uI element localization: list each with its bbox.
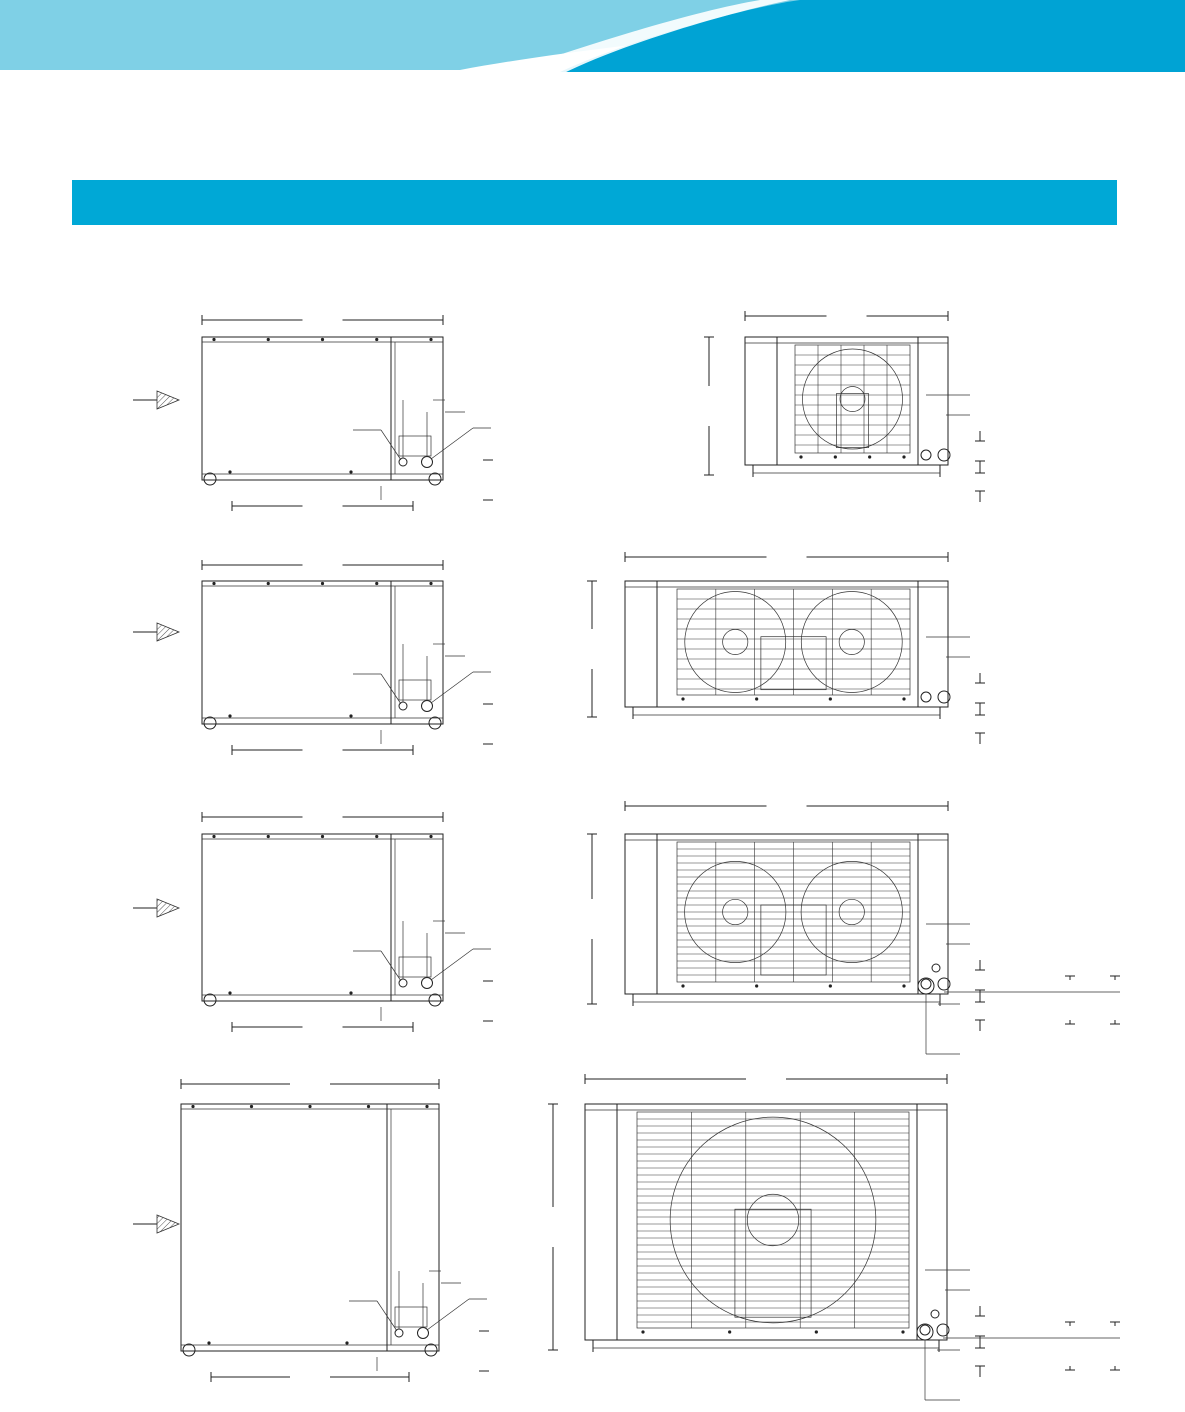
screw-dot (829, 697, 832, 700)
knockout-circle-icon (921, 692, 931, 702)
valve-icon (422, 701, 433, 712)
screw-dot (228, 470, 231, 473)
arrow-head (157, 899, 179, 917)
front-view-2 (587, 552, 985, 744)
screw-dot (429, 338, 432, 341)
front-view-1 (704, 311, 985, 502)
horizontal-dimension (232, 745, 413, 755)
screw-dot (681, 697, 684, 700)
horizontal-dimension (585, 1074, 947, 1084)
screw-dot (815, 1330, 818, 1333)
screw-dot (641, 1330, 644, 1333)
screw-dot (228, 991, 231, 994)
screw-dot (902, 984, 905, 987)
screw-dot (728, 1330, 731, 1333)
unit-outline (585, 1104, 947, 1340)
screw-dot (755, 697, 758, 700)
side-view-4 (133, 1079, 489, 1382)
knockout-circle-icon (921, 450, 931, 460)
vertical-dimension (704, 337, 714, 475)
side-view-3 (133, 812, 493, 1032)
valve-icon (422, 457, 433, 468)
horizontal-dimension (202, 560, 443, 570)
screw-dot (429, 582, 432, 585)
screw-dot (429, 835, 432, 838)
vertical-dimension (975, 991, 985, 1031)
screw-dot (207, 1341, 210, 1344)
leader-line (431, 949, 473, 980)
knockout-circle-icon (918, 978, 934, 994)
screw-dot (834, 455, 837, 458)
vertical-dimension (587, 834, 597, 1004)
knockout-circle-icon (931, 1310, 939, 1318)
arrow-head (157, 391, 179, 409)
fan-grille (637, 1112, 909, 1328)
screw-dot (375, 582, 378, 585)
fan-blade-outline (670, 1117, 876, 1323)
fan-grille (677, 842, 910, 982)
fan-grille (795, 345, 910, 453)
screw-dot (375, 835, 378, 838)
side-view-1 (133, 315, 493, 511)
screw-dot (901, 1330, 904, 1333)
screw-dot (755, 984, 758, 987)
screw-dot (349, 714, 352, 717)
fan-blade-outline (685, 592, 786, 693)
vertical-dimension (479, 1331, 489, 1371)
vertical-dimension (1065, 1322, 1075, 1370)
valve-plate (395, 1307, 427, 1327)
mounting-foot (183, 1344, 195, 1356)
screw-dot (321, 835, 324, 838)
screw-dot (902, 455, 905, 458)
arrow-head (157, 1215, 179, 1233)
vertical-dimension (587, 581, 597, 717)
horizontal-dimension (625, 801, 948, 811)
front-view-4 (548, 1074, 1120, 1400)
valve-icon (418, 1328, 429, 1339)
vertical-dimension (548, 1104, 558, 1350)
front-views-group (548, 311, 1120, 1400)
screw-dot (349, 470, 352, 473)
vertical-dimension (975, 1337, 985, 1377)
screw-dot (228, 714, 231, 717)
horizontal-dimension (232, 1022, 413, 1032)
vertical-dimension (483, 704, 493, 744)
screw-dot (321, 582, 324, 585)
valve-plate (399, 957, 431, 977)
vertical-dimension (1065, 976, 1075, 1024)
side-view-2 (133, 560, 493, 755)
horizontal-dimension (745, 311, 948, 321)
knockout-circle-icon (920, 1325, 930, 1335)
cabinet-outline (181, 1104, 439, 1351)
unit-outline (625, 834, 948, 994)
screw-dot (212, 338, 215, 341)
hatched-arrow-icon (133, 623, 179, 641)
vertical-dimension (483, 981, 493, 1021)
screw-dot (308, 1105, 311, 1108)
screw-dot (367, 1105, 370, 1108)
vertical-dimension (1110, 1322, 1120, 1370)
screw-dot (868, 455, 871, 458)
fan-grille-frame (637, 1112, 909, 1328)
mounting-foot (429, 994, 441, 1006)
horizontal-dimension (202, 812, 443, 822)
arrow-head (157, 623, 179, 641)
horizontal-dimension (211, 1372, 409, 1382)
screw-dot (345, 1341, 348, 1344)
horizontal-dimension (232, 501, 413, 511)
screw-dot (799, 455, 802, 458)
unit-outline (625, 581, 948, 707)
mounting-foot (204, 473, 216, 485)
hatched-arrow-icon (133, 391, 179, 409)
vertical-dimension (1110, 976, 1120, 1024)
fan-hub (839, 629, 864, 654)
screw-dot (191, 1105, 194, 1108)
mounting-foot (429, 473, 441, 485)
valve-plate (399, 680, 431, 700)
mounting-foot (204, 717, 216, 729)
screw-dot (349, 991, 352, 994)
fan-blade-outline (803, 349, 903, 449)
cabinet-outline (202, 834, 443, 1001)
screw-dot (321, 338, 324, 341)
cabinet-outline (202, 337, 443, 480)
screw-dot (250, 1105, 253, 1108)
fan-hub (723, 629, 748, 654)
screw-dot (681, 984, 684, 987)
front-view-3 (587, 801, 1120, 1054)
fan-grille (677, 589, 910, 695)
leader-line (431, 672, 473, 703)
screw-dot (267, 582, 270, 585)
horizontal-dimension (181, 1079, 439, 1089)
mounting-foot (425, 1344, 437, 1356)
horizontal-dimension (202, 315, 443, 325)
knockout-circle-icon (932, 964, 940, 972)
screw-dot (212, 835, 215, 838)
hatched-arrow-icon (133, 899, 179, 917)
screw-dot (267, 835, 270, 838)
knockout-circle-icon (921, 979, 931, 989)
mounting-foot (429, 717, 441, 729)
horizontal-dimension (625, 552, 948, 562)
knockout-circle-icon (917, 1324, 933, 1340)
side-views-group (133, 315, 493, 1382)
valve-plate (399, 436, 431, 456)
hatched-arrow-icon (133, 1215, 179, 1233)
screw-dot (425, 1105, 428, 1108)
fan-grille-frame (795, 345, 910, 453)
leader-line (427, 1299, 469, 1330)
fan-blade-outline (801, 592, 902, 693)
screw-dot (902, 697, 905, 700)
leader-line (431, 428, 473, 459)
vertical-dimension (975, 704, 985, 744)
screw-dot (267, 338, 270, 341)
vertical-dimension (483, 460, 493, 500)
screw-dot (212, 582, 215, 585)
valve-icon (422, 978, 433, 989)
mounting-foot (204, 994, 216, 1006)
vertical-dimension (975, 462, 985, 502)
screw-dot (375, 338, 378, 341)
cabinet-outline (202, 581, 443, 724)
screw-dot (829, 984, 832, 987)
fan-hub (840, 387, 865, 412)
